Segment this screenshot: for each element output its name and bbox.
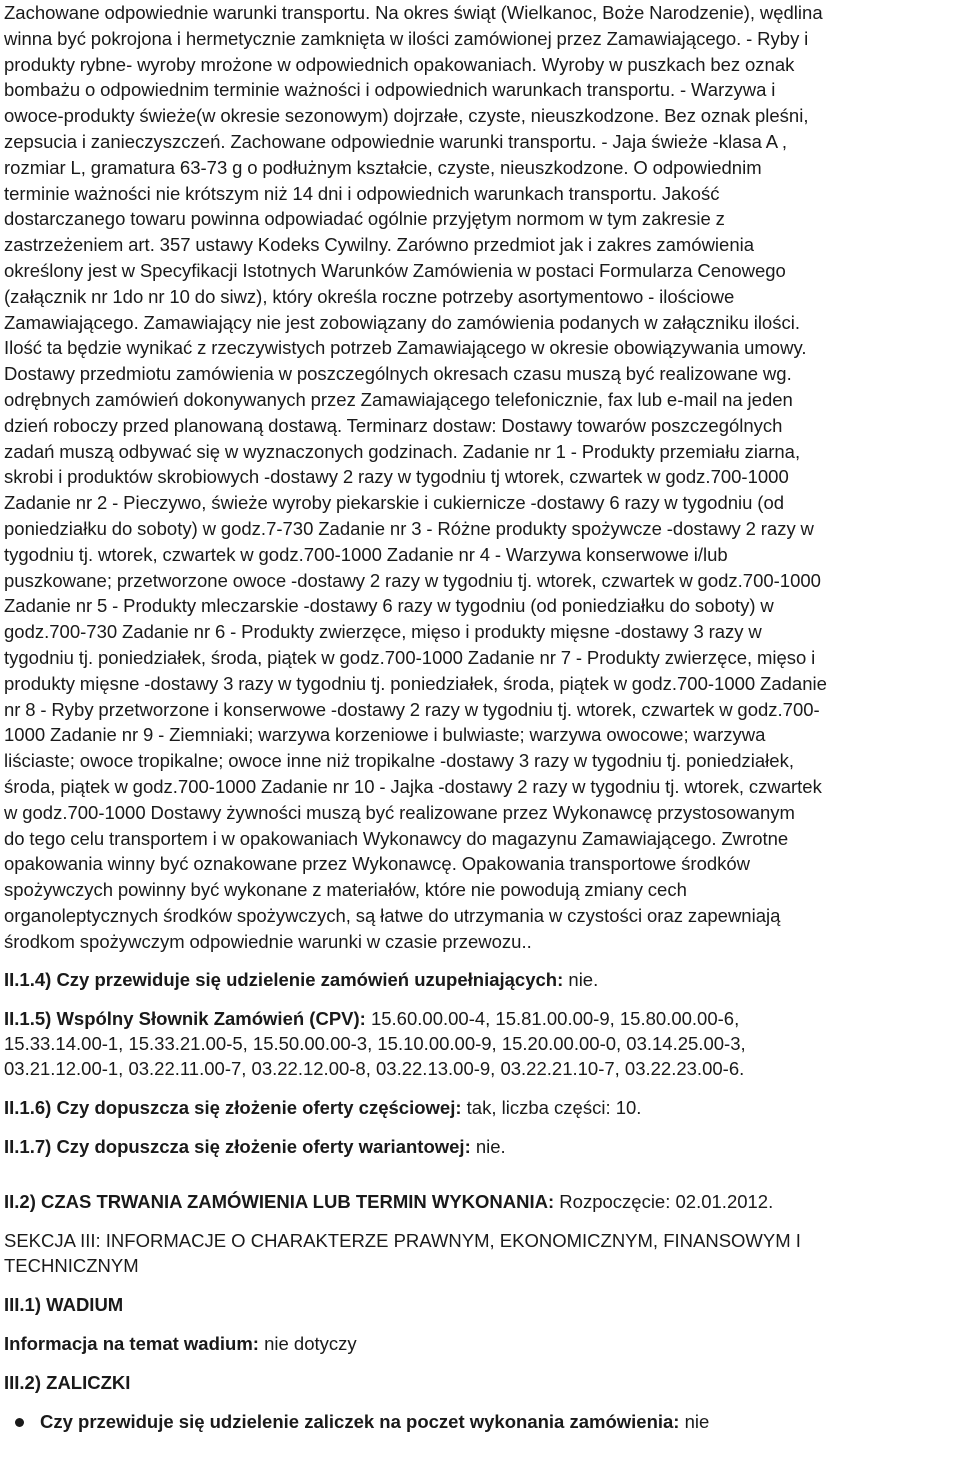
cpv-codes-line-2: 15.33.14.00-1, 15.33.21.00-5, 15.50.00.00-3, 15.10.00.00-9, 15.20.00.00-0, 03.14.25.00-3,: [4, 1033, 746, 1055]
section-iii-line-1: SEKCJA III: INFORMACJE O CHARAKTERZE PRAWNYM, EKONOMICZNYM, FINANSOWYM I: [4, 1230, 801, 1252]
description-line: spożywczych powinny być wykonane z materiałów, które nie powodują zmiany cech: [4, 879, 687, 901]
description-line: (załącznik nr 1do nr 10 do siwz), który określa roczne potrzeby asortymentowo - ilościowe: [4, 285, 735, 307]
description-line: tygodniu tj. poniedziałek, środa, piątek w godz.700-1000 Zadanie nr 7 - Produkty zwierzęce, mięso i: [4, 646, 816, 668]
description-line: liściaste; owoce tropikalne; owoce inne niż tropikalne -dostawy 3 razy w tygodniu tj. poniedziałek,: [4, 750, 794, 772]
cpv-codes-line-1: 15.60.00.00-4, 15.81.00.00-9, 15.80.00.00-6,: [365, 1008, 740, 1030]
description-line: środkom spożywczym odpowiednie warunki w czasie przewozu..: [4, 930, 532, 952]
section-value: Rozpoczęcie: 02.01.2012.: [554, 1191, 774, 1213]
description-line: określony jest w Specyfikacji Istotnych Warunków Zamówienia w postaci Formularza Cenowego: [4, 259, 786, 281]
description-line: puszkowane; przetworzone owoce -dostawy 2 razy w tygodniu tj. wtorek, czwartek w godz.700-1000: [4, 569, 821, 591]
description-line: owoce-produkty świeże(w okresie sezonowym) dojrzałe, czyste, nieuszkodzone. Bez oznak pleśni,: [4, 105, 809, 127]
list-item: [4, 1409, 956, 1434]
description-line: środa, piątek w godz.700-1000 Zadanie nr 10 - Jajka -dostawy 2 razy w tygodniu tj. wtorek, czwartek: [4, 775, 822, 797]
description-line: bombażu o odpowiednim terminie ważności i odpowiednich warunkach transportu. - Warzywa i: [4, 79, 776, 101]
description-line: skrobi i produktów skrobiowych -dostawy 2 razy w tygodniu tj wtorek, czwartek w godz.700-1000: [4, 466, 789, 488]
description-line: produkty mięsne -dostawy 3 razy w tygodniu tj. poniedziałek, środa, piątek w godz.700-1000 Zadanie: [4, 672, 827, 694]
section-iii-1-heading: III.1) WADIUM: [4, 1294, 124, 1316]
description-line: produkty rybne- wyroby mrożone w odpowiednich opakowaniach. Wyroby w puszkach bez oznak: [4, 53, 795, 75]
description-line: 1000 Zadanie nr 9 - Ziemniaki; warzywa korzeniowe i bulwiaste; warzywa owocowe; warzywa: [4, 724, 766, 746]
description-line: nr 8 - Ryby przetworzone i konserwowe -dostawy 2 razy w tygodniu tj. wtorek, czwartek w godz.700-: [4, 698, 820, 720]
wadium-label: Informacja na temat wadium:: [4, 1333, 259, 1355]
section-ii-1-7: [4, 1134, 956, 1159]
description-line: dostarczanego towaru powinna odpowiadać ogólnie przyjętym normom w tym zakresie z: [4, 208, 725, 230]
description-line: zadań muszą odbywać się w wyznaczonych godzinach. Zadanie nr 1 - Produkty przemiału ziarna,: [4, 440, 801, 462]
description-line: Zadanie nr 2 - Pieczywo, świeże wyroby piekarskie i cukiernicze -dostawy 6 razy w tygodniu (od: [4, 492, 785, 514]
description-line: zastrzeżeniem art. 357 ustawy Kodeks Cywilny. Zarówno przedmiot jak i zakres zamówienia: [4, 234, 755, 256]
description-line: Dostawy przedmiotu zamówienia w poszczególnych okresach czasu muszą być realizowane wg.: [4, 363, 792, 385]
section-label: II.1.6) Czy dopuszcza się złożenie oferty częściowej:: [4, 1097, 462, 1119]
section-ii-1-5-cpv: [4, 1006, 956, 1081]
section-value: nie.: [563, 969, 599, 991]
zaliczki-value: nie: [679, 1411, 710, 1433]
bullet-icon: [15, 1418, 24, 1427]
description-line: Zachowane odpowiednie warunki transportu. Na okres świąt (Wielkanoc, Boże Narodzenie), wędlina: [4, 2, 823, 23]
section-label: II.2) CZAS TRWANIA ZAMÓWIENIA LUB TERMIN WYKONANIA:: [4, 1191, 555, 1213]
description-line: opakowania winny być oznakowane przez Wykonawcę. Opakowania transportowe środków: [4, 853, 751, 875]
description-line: organoleptycznych środków spożywczych, są łatwe do utrzymania w czystości oraz zapewniają: [4, 904, 781, 926]
section-ii-2: [4, 1189, 956, 1214]
description-line: Zamawiającego. Zamawiający nie jest zobowiązany do zamówienia podanych w załączniku ilości.: [4, 311, 800, 333]
description-line: w godz.700-1000 Dostawy żywności muszą być realizowane przez Wykonawcę przystosowanym: [4, 801, 795, 823]
section-label: II.1.7) Czy dopuszcza się złożenie oferty wariantowej:: [4, 1136, 471, 1158]
description-line: terminie ważności nie krótszym niż 14 dni i odpowiednich warunkach transportu. Jakość: [4, 182, 720, 204]
description-line: tygodniu tj. wtorek, czwartek w godz.700-1000 Zadanie nr 4 - Warzywa konserwowe i/lub: [4, 543, 728, 565]
description-paragraph: [4, 0, 956, 954]
section-ii-1-6: [4, 1095, 956, 1120]
section-label: II.1.5) Wspólny Słownik Zamówień (CPV):: [4, 1008, 366, 1030]
section-value: nie.: [470, 1136, 506, 1158]
section-value: tak, liczba części: 10.: [461, 1097, 642, 1119]
description-line: godz.700-730 Zadanie nr 6 - Produkty zwierzęce, mięso i produkty mięsne -dostawy 3 razy w: [4, 621, 762, 643]
description-line: zepsucia i zanieczyszczeń. Zachowane odpowiednie warunki transportu. - Jaja świeże -klasa A ,: [4, 130, 788, 152]
description-line: rozmiar L, gramatura 63-73 g o podłużnym kształcie, czyste, nieuszkodzone. O odpowiednim: [4, 156, 762, 178]
zaliczki-list: [4, 1409, 956, 1434]
zaliczki-label: Czy przewiduje się udzielenie zaliczek na poczet wykonania zamówienia:: [40, 1411, 680, 1433]
section-iii-2-heading: III.2) ZALICZKI: [4, 1372, 131, 1394]
description-line: dzień roboczy przed planowaną dostawą. Terminarz dostaw: Dostawy towarów poszczególnych: [4, 414, 783, 436]
cpv-codes-line-3: 03.21.12.00-1, 03.22.11.00-7, 03.22.12.00-8, 03.22.13.00-9, 03.22.21.10-7, 03.22.23.00-6.: [4, 1058, 745, 1080]
section-ii-1-4: [4, 967, 956, 992]
wadium-value: nie dotyczy: [258, 1333, 357, 1355]
section-iii-heading: [4, 1228, 956, 1278]
description-line: do tego celu transportem i w opakowaniach Wykonawcy do magazynu Zamawiającego. Zwrotne: [4, 827, 789, 849]
description-line: winna być pokrojona i hermetycznie zamknięta w ilości zamówionej przez Zamawiającego. - Ryby i: [4, 27, 809, 49]
description-line: Zadanie nr 5 - Produkty mleczarskie -dostawy 6 razy w tygodniu (od poniedziałku do soboty) w: [4, 595, 774, 617]
description-line: odrębnych zamówień dokonywanych przez Zamawiającego telefonicznie, fax lub e-mail na jeden: [4, 388, 793, 410]
description-line: Ilość ta będzie wynikać z rzeczywistych potrzeb Zamawiającego w okresie obowiązywania umowy.: [4, 337, 807, 359]
section-iii-line-2: TECHNICZNYM: [4, 1255, 139, 1277]
description-line: poniedziałku do soboty) w godz.7-730 Zadanie nr 3 - Różne produkty spożywcze -dostawy 2 razy w: [4, 517, 814, 539]
section-label: II.1.4) Czy przewiduje się udzielenie zamówień uzupełniających:: [4, 969, 564, 991]
wadium-info: [4, 1331, 956, 1356]
